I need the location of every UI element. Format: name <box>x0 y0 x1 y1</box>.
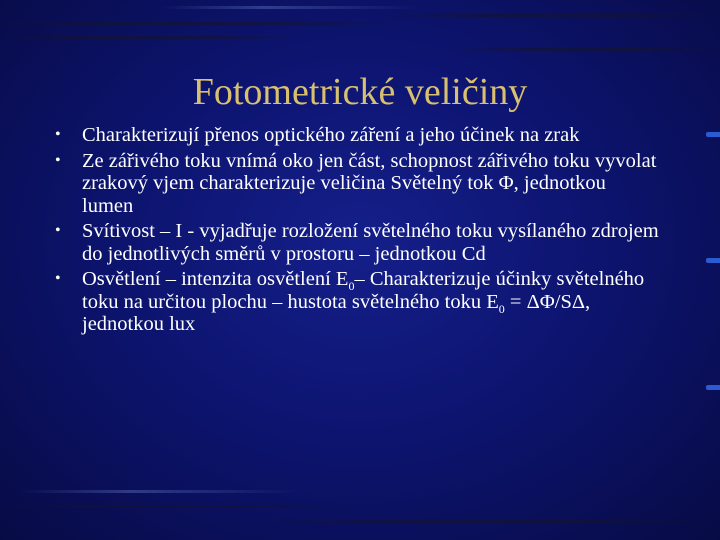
decor-edge-tick <box>706 132 720 137</box>
bullet-text: Ze zářivého toku vnímá oko jen část, schopnost zářivého toku vyvolat zrakový vjem charakterizuje veličina Světelný tok Φ, jednotkou lumen <box>82 149 657 217</box>
bullet-item <box>52 220 662 265</box>
bullet-item <box>52 150 662 218</box>
bullet-text: Osvětlení – intenzita osvětlení E <box>82 268 349 290</box>
bullet-text: Svítivost – I - vyjadřuje rozložení světelného toku vysílaného zdrojem do jednotlivých směrů v prostoru – jednotkou Cd <box>82 220 659 265</box>
decor-streak <box>450 48 720 51</box>
bullet-dot-icon: • <box>55 222 61 239</box>
bullet-list <box>52 124 662 339</box>
decor-streak <box>0 505 360 508</box>
decor-streak <box>0 22 400 25</box>
bullet-item <box>52 268 662 336</box>
decor-edge-tick <box>706 385 720 390</box>
subscript: 0 <box>348 279 355 294</box>
decor-streak <box>380 14 720 17</box>
bullet-item <box>52 124 662 147</box>
bullet-text: Charakterizují přenos optického záření a jeho účinek na zrak <box>82 124 580 146</box>
decor-streak <box>0 36 300 39</box>
bullet-text: = ΔΦ/SΔ, jednotkou lux <box>82 290 591 335</box>
bullet-dot-icon: • <box>55 126 61 143</box>
decor-streak <box>160 6 420 9</box>
bullet-text: – Charakterizuje účinky světelného toku na určitou plochu – hustota světelného toku E <box>82 268 645 313</box>
decor-streak <box>20 490 300 493</box>
bullet-dot-icon: • <box>55 151 61 169</box>
subscript: 0 <box>498 301 505 316</box>
slide-title: Fotometrické veličiny <box>192 71 528 113</box>
decor-streak <box>250 520 720 523</box>
bullet-dot-icon: • <box>55 270 61 287</box>
decor-edge-tick <box>706 258 720 263</box>
